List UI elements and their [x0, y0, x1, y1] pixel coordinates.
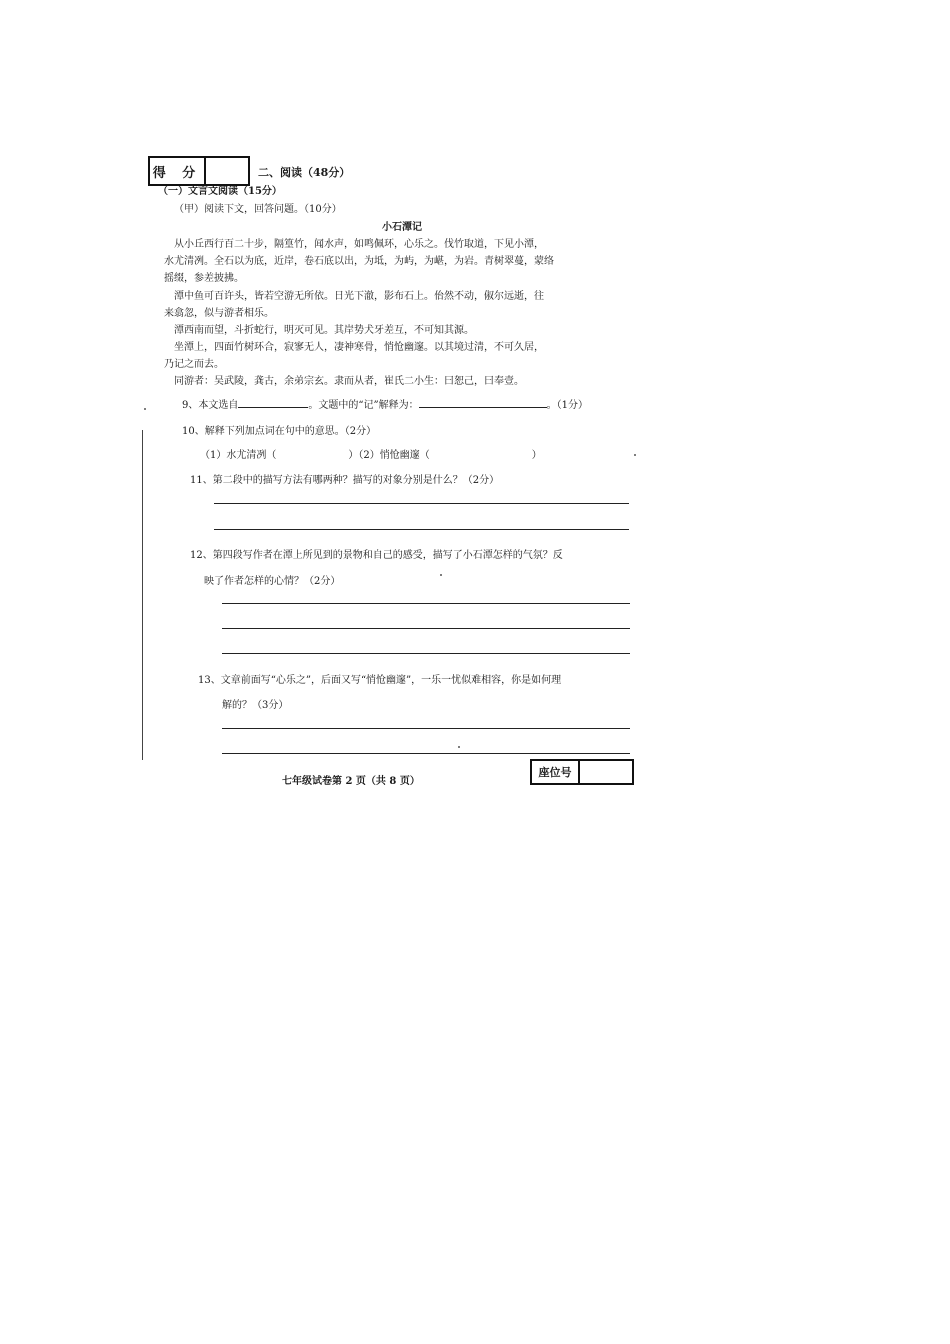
section-title: 二、阅读（48分）	[258, 166, 351, 179]
passage-line: 来翕忽，似与游者相乐。	[164, 308, 274, 319]
scan-speck	[440, 574, 442, 576]
answer-line-11a[interactable]	[214, 503, 629, 504]
score-cell	[206, 158, 248, 184]
q9-text-c: 。（1分）	[546, 400, 588, 411]
binding-margin-line	[142, 430, 143, 760]
page-footer: 七年级试卷第 2 页（共 8 页）	[282, 776, 420, 787]
q10-item2: ）（2）悄怆幽邃（	[348, 450, 430, 461]
seat-number-box	[530, 759, 634, 785]
q9-blank-meaning[interactable]	[419, 397, 547, 408]
answer-line-13a[interactable]	[222, 728, 630, 729]
passage-line: 摇缀，参差披拂。	[164, 273, 244, 284]
scan-speck	[634, 454, 636, 456]
scan-speck	[144, 408, 146, 410]
question-13-line1: 13、文章前面写“心乐之”，后面又写“悄怆幽邃”，一乐一忧似难相容，你是如何理	[198, 675, 562, 686]
passage-title: 小石潭记	[382, 222, 422, 233]
passage-line: 乃记之而去。	[164, 359, 224, 370]
answer-line-12b[interactable]	[222, 628, 630, 629]
q10-close: ）	[531, 450, 542, 461]
answer-line-12a[interactable]	[222, 603, 630, 604]
question-9	[182, 396, 588, 411]
passage-line: 潭中鱼可百许头，皆若空游无所依。日光下澈，影布石上。佁然不动，俶尔远逝，往	[174, 291, 544, 302]
subsection-title: （一）文言文阅读（15分）	[158, 186, 282, 197]
question-10-items	[200, 446, 542, 461]
passage-line: 坐潭上，四面竹树环合，寂寥无人，凄神寒骨，悄怆幽邃。以其境过清，不可久居，	[174, 342, 544, 353]
passage-line: 同游者：吴武陵，龚古，余弟宗玄。隶而从者，崔氏二小生：曰恕己，曰奉壹。	[174, 376, 524, 387]
question-11: 11、第二段中的描写方法有哪两种？描写的对象分别是什么？（2分）	[190, 475, 500, 486]
q9-text-b: 。文题中的“记”解释为：	[308, 400, 419, 411]
instruction: （甲）阅读下文，回答问题。（10分）	[174, 204, 342, 215]
seat-number-cell[interactable]	[580, 761, 632, 783]
answer-line-13b[interactable]	[222, 753, 630, 754]
answer-line-12c[interactable]	[222, 653, 630, 654]
q9-text-a: 9、本文选自	[182, 400, 239, 411]
question-12-line2: 映了作者怎样的心情？（2分）	[204, 576, 341, 587]
question-10: 10、解释下列加点词在句中的意思。（2分）	[182, 426, 377, 437]
exam-page	[142, 150, 637, 790]
question-13-line2: 解的？（3分）	[222, 700, 289, 711]
q10-item1: （1）水尤清冽（	[200, 450, 277, 461]
score-label: 得 分	[150, 158, 206, 184]
seat-label: 座位号	[532, 761, 580, 783]
passage-line: 水尤清冽。全石以为底，近岸，卷石底以出，为坻，为屿，为嵁，为岩。青树翠蔓，蒙络	[164, 256, 554, 267]
passage-line: 从小丘西行百二十步，隔篁竹，闻水声，如鸣佩环，心乐之。伐竹取道，下见小潭，	[174, 239, 544, 250]
answer-line-11b[interactable]	[214, 529, 629, 530]
question-12-line1: 12、第四段写作者在潭上所见到的景物和自己的感受，描写了小石潭怎样的气氛？反	[190, 550, 563, 561]
q9-blank-source[interactable]	[238, 397, 308, 408]
passage-line: 潭西南而望，斗折蛇行，明灭可见。其岸势犬牙差互，不可知其源。	[174, 325, 474, 336]
scan-speck	[458, 746, 460, 748]
